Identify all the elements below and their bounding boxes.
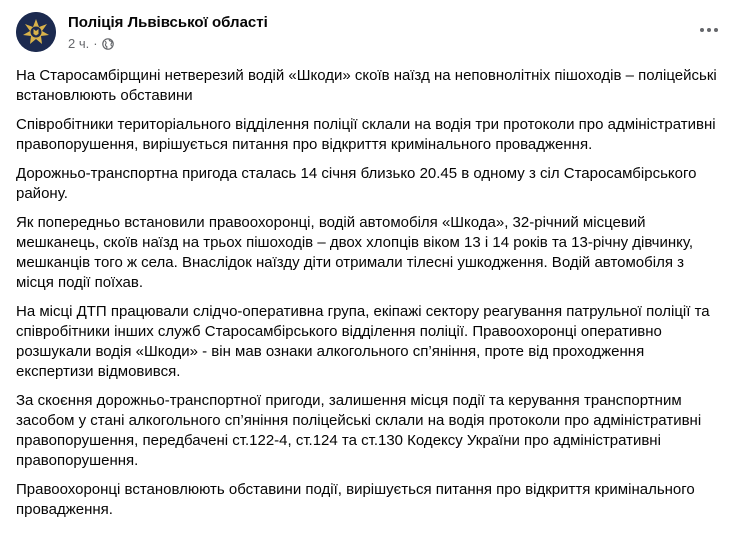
globe-icon[interactable] [102,38,114,50]
post-time[interactable]: 2 ч. [68,36,90,51]
post-paragraph: Як попередньо встановили правоохоронці, водій автомобіля «Шкода», 32-річний місцевий мешканець, скоїв наїзд на трьох пішоходів – двох хлопців віком 13 і 14 років та 13-річну дівчинку, мешканців того ж села. Внаслідок наїзду діти отримали тілесні ушкодження. Водій автомобіля з місця події поїхав. [16,214,694,291]
post-paragraph: На Старосамбірщині нетверезий водій «Шкоди» скоїв наїзд на неповнолітніх пішоходів – поліцейські встановлюють обставини [16,67,717,104]
post-author[interactable]: Поліція Львівської області [68,14,268,31]
more-horizontal-icon [699,27,719,33]
police-badge-icon [16,12,56,52]
post-paragraph: Правоохоронці встановлюють обставини події, вирішується питання про відкриття кримінального провадження. [16,481,695,518]
more-options-button[interactable] [695,16,723,44]
post-meta [68,36,114,51]
post-paragraph: Співробітники територіального відділення поліції склали на водія три протоколи про адміністративні правопорушення, вирішується питання про відкриття кримінального провадження. [16,116,716,153]
post-paragraph: На місці ДТП працювали слідчо-оперативна група, екіпажі сектору реагування патрульної поліції та співробітники інших служб Старосамбірського відділення поліції. Правоохоронці оперативно розшукали водія «Шкоди» - він мав ознаки алкогольного сп’яніння, проте від проходження експертизи відмовився. [16,303,710,380]
post-header [16,12,727,56]
post-paragraph: За скоєння дорожньо-транспортної пригоди, залишення місця події та керування транспортним засобом у стані алкогольного сп’яніння поліцейські склали на водія протоколи про адміністративні правопорушення, передбачені ст.122-4, ст.124 та ст.130 Кодексу України про адміністративні правопорушення. [16,392,702,469]
post-body [16,66,722,529]
post-paragraph: Дорожньо-транспортна пригода сталась 14 січня близько 20.45 в одному з сіл Старосамбірського району. [16,165,697,202]
meta-separator: · [93,36,98,51]
avatar[interactable] [16,12,56,52]
